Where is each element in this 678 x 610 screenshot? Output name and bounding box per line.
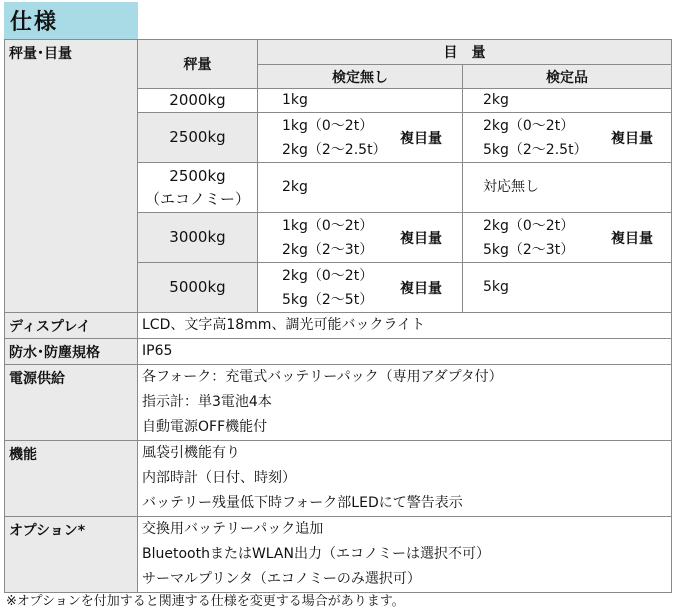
option-info bbox=[138, 517, 672, 593]
cert-cell bbox=[463, 263, 672, 313]
ip-rating-row bbox=[5, 339, 672, 365]
capacity-cell: 5000kg bbox=[138, 263, 258, 313]
capacity-cell: 2500kg bbox=[138, 113, 258, 163]
ip-rating-info bbox=[138, 339, 672, 365]
multi-division-label: 複目量 bbox=[400, 280, 442, 297]
cert-cell bbox=[463, 163, 672, 213]
uncert-value: 2kg bbox=[282, 179, 308, 195]
uncert-cell bbox=[258, 213, 463, 263]
function-label: 機能 bbox=[5, 441, 138, 517]
info-line: 指示計：単3電池4本 bbox=[142, 394, 272, 410]
capacity-cell bbox=[138, 163, 258, 213]
cert-value: 5kg（2～2.5t） bbox=[483, 141, 588, 158]
capacity-cell: 3000kg bbox=[138, 213, 258, 263]
uncert-cell bbox=[258, 263, 463, 313]
capacity-variant: （エコノミー） bbox=[144, 189, 250, 208]
info-line: IP65 bbox=[142, 343, 173, 359]
info-line: バッテリー残量低下時フォーク部LEDにて警告表示 bbox=[142, 495, 463, 511]
display-info bbox=[138, 313, 672, 339]
division-header: 目 量 bbox=[258, 40, 672, 65]
option-row bbox=[5, 517, 672, 593]
cert-value: 対応無し bbox=[483, 179, 539, 195]
cert-value: 5kg bbox=[483, 279, 509, 295]
uncert-value: 1kg bbox=[282, 92, 308, 108]
footnote: ※オプションを付加すると関連する仕様を変更する場合があります。 bbox=[6, 594, 405, 609]
uncertified-header: 検定無し bbox=[258, 65, 463, 89]
function-info bbox=[138, 441, 672, 517]
info-line: 内部時計（日付、時刻） bbox=[142, 470, 296, 486]
multi-division-label: 複目量 bbox=[611, 130, 653, 147]
scale-category-label: 秤量･目量 bbox=[5, 40, 138, 313]
cert-cell bbox=[463, 89, 672, 113]
option-label: オプション* bbox=[5, 517, 138, 593]
function-row bbox=[5, 441, 672, 517]
page-title: 仕様 bbox=[4, 2, 138, 39]
uncert-value: 2kg（0～2t） bbox=[282, 267, 374, 284]
uncert-cell bbox=[258, 113, 463, 163]
cert-cell bbox=[463, 213, 672, 263]
capacity-header: 秤量 bbox=[138, 40, 258, 89]
multi-division-label: 複目量 bbox=[400, 130, 442, 147]
info-line: サーマルプリンタ（エコノミーのみ選択可） bbox=[142, 571, 421, 587]
capacity-cell: 2000kg bbox=[138, 89, 258, 113]
info-line: BluetoothまたはWLAN出力（エコノミーは選択不可） bbox=[142, 546, 490, 562]
multi-division-label: 複目量 bbox=[400, 230, 442, 247]
power-row bbox=[5, 365, 672, 441]
power-info bbox=[138, 365, 672, 441]
cert-value: 2kg bbox=[483, 92, 509, 108]
cert-cell bbox=[463, 113, 672, 163]
capacity-value: 2500kg bbox=[169, 166, 226, 185]
multi-division-label: 複目量 bbox=[611, 230, 653, 247]
cert-value: 2kg（0～2t） bbox=[483, 117, 575, 134]
info-line: 自動電源OFF機能付 bbox=[142, 419, 268, 435]
cert-value: 2kg（0～2t） bbox=[483, 217, 575, 234]
uncert-value: 1kg（0～2t） bbox=[282, 117, 374, 134]
ip-rating-label: 防水･防塵規格 bbox=[5, 339, 138, 365]
uncert-cell bbox=[258, 89, 463, 113]
uncert-value: 2kg（2～2.5t） bbox=[282, 141, 387, 158]
info-line: 交換用バッテリーパック追加 bbox=[142, 521, 324, 537]
spec-table bbox=[4, 39, 672, 593]
info-line: LCD、文字高18mm、調光可能バックライト bbox=[142, 317, 426, 333]
cert-value: 5kg（2～3t） bbox=[483, 241, 575, 258]
info-line: 風袋引機能有り bbox=[142, 445, 240, 461]
info-line: 各フォーク：充電式バッテリーパック（専用アダプタ付） bbox=[142, 369, 503, 385]
uncert-cell bbox=[258, 163, 463, 213]
uncert-value: 2kg（2～3t） bbox=[282, 241, 374, 258]
uncert-value: 1kg（0～2t） bbox=[282, 217, 374, 234]
certified-header: 検定品 bbox=[463, 65, 672, 89]
display-label: ディスプレイ bbox=[5, 313, 138, 339]
power-label: 電源供給 bbox=[5, 365, 138, 441]
uncert-value: 5kg（2～5t） bbox=[282, 291, 374, 308]
display-row bbox=[5, 313, 672, 339]
